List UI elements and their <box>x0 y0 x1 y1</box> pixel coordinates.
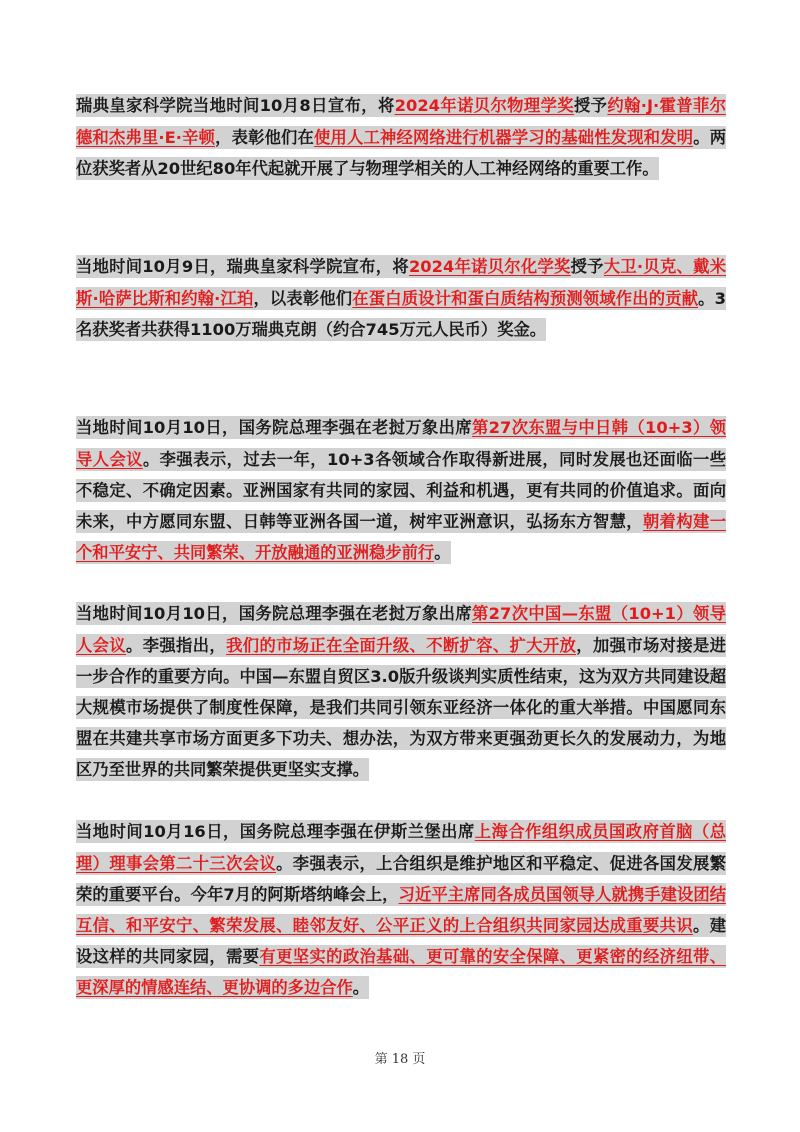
text-segment: 当地时间10月9日，瑞典皇家科学院宣布，将 <box>76 257 409 277</box>
highlighted-text: 我们的市场正在全面升级、不断扩容、扩大开放 <box>226 635 577 655</box>
news-paragraph-asean-plus-three <box>76 412 726 568</box>
text-segment: 。 <box>352 978 370 998</box>
text-segment: 。李强表示，过去一年，10+3各领域合作取得新进展，同时发展也还面临一些不稳定、不确定因素。亚洲国家有共同的家园、利益和机遇，更有共同的价值追求。面向未来，中方愿同东盟、日韩等亚洲各国一道，树牢亚洲意识，弘扬东方智慧， <box>76 449 726 531</box>
highlighted-text: 第27次中国—东盟（10+1）领导人会议 <box>76 604 726 655</box>
text-segment: 当地时间10月10日，国务院总理李强在老挝万象出席 <box>76 418 473 438</box>
text-segment: 。 <box>434 543 451 563</box>
highlighted-text: 第27次东盟与中日韩（10+3）领导人会议 <box>76 418 726 469</box>
text-segment: 。建设这样的共同家园，需要 <box>76 915 726 967</box>
text-segment: ，以表彰他们 <box>253 288 353 308</box>
highlighted-text: 2024年诺贝尔物理学奖 <box>394 96 574 116</box>
news-paragraph-china-asean <box>76 598 726 785</box>
text-segment: 。李强表示，上合组织是维护地区和平稳定、促进各国发展繁荣的重要平台。今年7月的阿斯塔纳峰会上， <box>76 853 726 904</box>
highlighted-text: 有更坚实的政治基础、更可靠的安全保障、更紧密的经济纽带、更深厚的情感连结、更协调的多边合作 <box>76 947 726 998</box>
text-segment: 当地时间10月16日，国务院总理李强在伊斯兰堡出席 <box>76 822 475 842</box>
text-segment: 瑞典皇家科学院当地时间10月8日宣布，将 <box>76 96 395 116</box>
highlighted-text: 在蛋白质设计和蛋白质结构预测领域作出的贡献 <box>352 288 699 308</box>
highlighted-text: 约翰·J·霍普菲尔德和杰弗里·E·辛顿 <box>76 96 726 147</box>
highlighted-text: 上海合作组织成员国政府首脑（总理）理事会第二十三次会议 <box>76 822 726 873</box>
highlighted-text: 使用人工神经网络进行机器学习的基础性发现和发明 <box>314 127 694 147</box>
text-segment: 授予 <box>570 257 604 277</box>
text-segment: ，表彰他们在 <box>215 127 315 147</box>
news-paragraph-nobel-chemistry <box>76 251 726 345</box>
news-paragraph-nobel-physics <box>76 90 726 184</box>
text-segment: ，加强市场对接是进一步合作的重要方向。中国—东盟自贸区3.0版升级谈判实质性结束，这为双方共同建设超大规模市场提供了制度性保障，是我们共同引领东亚经济一体化的重大举措。中国愿同东盟在共建共享市场方面更多下功夫、想办法，为双方带来更强劲更长久的发展动力，为地区乃至世界的共同繁荣提供更坚实支撑。 <box>76 635 726 780</box>
page-number: 第 18 页 <box>374 1052 426 1067</box>
highlighted-text: 朝着构建一个和平安宁、共同繁荣、开放融通的亚洲稳步前行 <box>76 511 726 563</box>
text-segment: 。3名获奖者共获得1100万瑞典克朗（约合745万元人民币）奖金。 <box>76 288 726 339</box>
highlighted-text: 习近平主席同各成员国领导人就携手建设团结互信、和平安宁、繁荣发展、睦邻友好、公平正义的上合组织共同家园达成重要共识 <box>76 884 726 935</box>
text-segment: 。李强指出， <box>126 635 227 655</box>
highlighted-text: 大卫·贝克、戴米斯·哈萨比斯和约翰·江珀 <box>76 257 726 308</box>
highlighted-text: 2024年诺贝尔化学奖 <box>408 257 571 277</box>
text-segment: 。两位获奖者从20世纪80年代起就开展了与物理学相关的人工神经网络的重要工作。 <box>76 127 726 178</box>
text-segment: 当地时间10月10日，国务院总理李强在老挝万象出席 <box>76 604 473 624</box>
text-segment: 授予 <box>573 96 608 116</box>
news-paragraph-sco-meeting <box>76 816 726 1003</box>
